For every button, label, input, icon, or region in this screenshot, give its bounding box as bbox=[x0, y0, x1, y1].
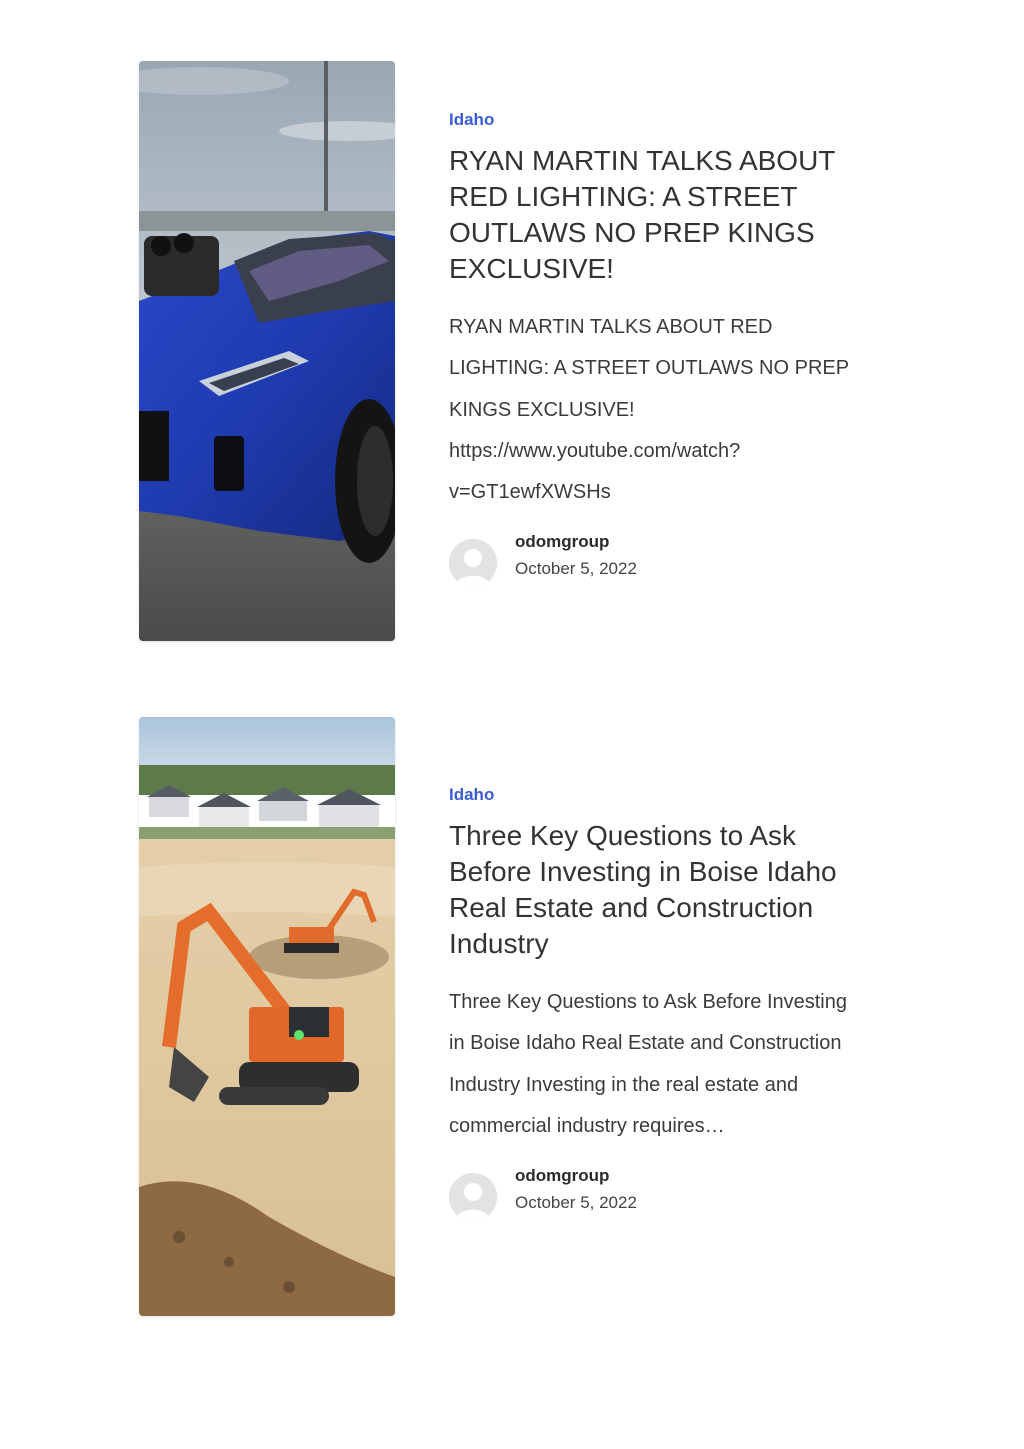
post-title[interactable]: RYAN MARTIN TALKS ABOUT RED LIGHTING: A STREET OUTLAWS NO PREP KINGS EXCLUSIVE! bbox=[449, 145, 835, 284]
user-icon bbox=[449, 539, 497, 587]
user-icon bbox=[449, 1173, 497, 1221]
avatar[interactable] bbox=[449, 1173, 497, 1221]
post-author-meta bbox=[449, 1165, 849, 1221]
post-date: October 5, 2022 bbox=[515, 559, 637, 579]
post-thumbnail-excavator[interactable] bbox=[139, 717, 395, 1316]
post-thumbnail-race-car[interactable] bbox=[139, 61, 395, 641]
author-link[interactable]: odomgroup bbox=[515, 532, 610, 552]
post-card bbox=[139, 61, 859, 641]
avatar[interactable] bbox=[449, 539, 497, 587]
post-card bbox=[139, 717, 859, 1316]
post-content bbox=[449, 784, 849, 1221]
post-category-link[interactable]: Idaho bbox=[449, 785, 495, 804]
post-excerpt: Three Key Questions to Ask Before Investing in Boise Idaho Real Estate and Construction Industry Investing in the real estate and commercial industry requires… bbox=[449, 991, 847, 1137]
post-excerpt: RYAN MARTIN TALKS ABOUT RED LIGHTING: A STREET OUTLAWS NO PREP KINGS EXCLUSIVE! https://www.youtube.com/watch?v=GT1ewfXWSHs bbox=[449, 316, 849, 504]
post-date: October 5, 2022 bbox=[515, 1193, 637, 1213]
excavator-image bbox=[139, 717, 395, 1316]
post-content bbox=[449, 109, 849, 587]
post-title[interactable]: Three Key Questions to Ask Before Investing in Boise Idaho Real Estate and Construction Industry bbox=[449, 820, 837, 959]
post-author-meta bbox=[449, 531, 849, 587]
author-link[interactable]: odomgroup bbox=[515, 1166, 610, 1186]
post-category-link[interactable]: Idaho bbox=[449, 110, 495, 129]
race-car-image bbox=[139, 61, 395, 641]
